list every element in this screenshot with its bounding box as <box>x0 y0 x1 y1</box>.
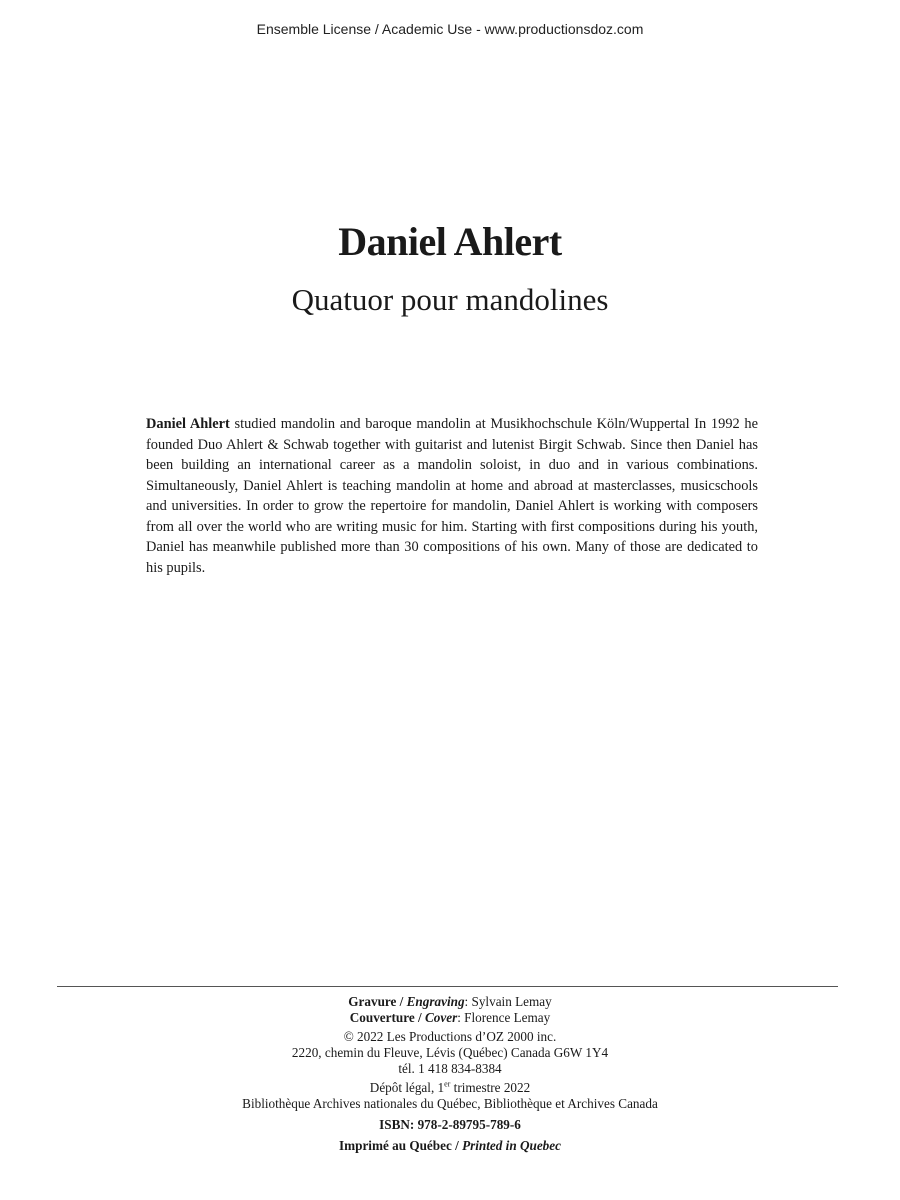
biography-text: studied mandolin and baroque mandolin at Musikhochschule Köln/Wuppertal In 1992 he founded Duo Ahlert & Schwab together with guitarist and lutenist Birgit Schwab. Since then Daniel has been building an international career as a mandolin soloist, in duo and in various combinations. Simultaneously, Daniel Ahlert is teaching mandolin at home and abroad at masterclasses, musicschools and universities. In order to grow the repertoire for mandolin, Daniel Ahlert is working with composers from all over the world who are writing music for him. Starting with first compositions during his youth, Daniel has meanwhile published more than 30 compositions of his own. Many of those are dedicated to his pupils. <box>146 416 758 576</box>
isbn-line <box>0 1117 900 1133</box>
composer-name: Daniel Ahlert <box>338 219 562 264</box>
cover-label-en: Cover <box>424 1010 458 1025</box>
copyright-line: © 2022 Les Productions d’OZ 2000 inc. <box>343 1029 557 1044</box>
cover-credit <box>0 1010 900 1026</box>
legal-deposit-line <box>0 1080 900 1096</box>
engraving-name: : Sylvain Lemay <box>464 994 552 1009</box>
phone-line: tél. 1 418 834-8384 <box>398 1061 502 1076</box>
printed-line <box>0 1138 900 1154</box>
legal-sup: er <box>444 1079 451 1089</box>
license-header: Ensemble License / Academic Use - www.productionsdoz.com <box>256 21 644 37</box>
work-title: Quatuor pour mandolines <box>291 282 609 317</box>
isbn-text: ISBN: 978-2-89795-789-6 <box>379 1117 521 1132</box>
biography-name: Daniel Ahlert <box>146 416 230 432</box>
cover-label-fr: Couverture / <box>349 1010 425 1025</box>
libraries-line: Bibliothèque Archives nationales du Québec, Bibliothèque et Archives Canada <box>242 1096 658 1111</box>
footer-divider <box>57 986 838 987</box>
cover-name: : Florence Lemay <box>457 1010 551 1025</box>
engraving-credit <box>0 994 900 1010</box>
legal-prefix: Dépôt légal, 1 <box>369 1080 445 1095</box>
engraving-label-fr: Gravure / <box>348 994 407 1009</box>
address-line: 2220, chemin du Fleuve, Lévis (Québec) Canada G6W 1Y4 <box>291 1045 609 1060</box>
engraving-label-en: Engraving <box>406 994 465 1009</box>
legal-suffix: trimestre 2022 <box>450 1080 531 1095</box>
composer-biography <box>146 414 758 578</box>
publisher-credits <box>0 994 900 1154</box>
printed-en: Printed in Quebec <box>462 1138 561 1153</box>
printed-fr: Imprimé au Québec / <box>339 1138 463 1153</box>
